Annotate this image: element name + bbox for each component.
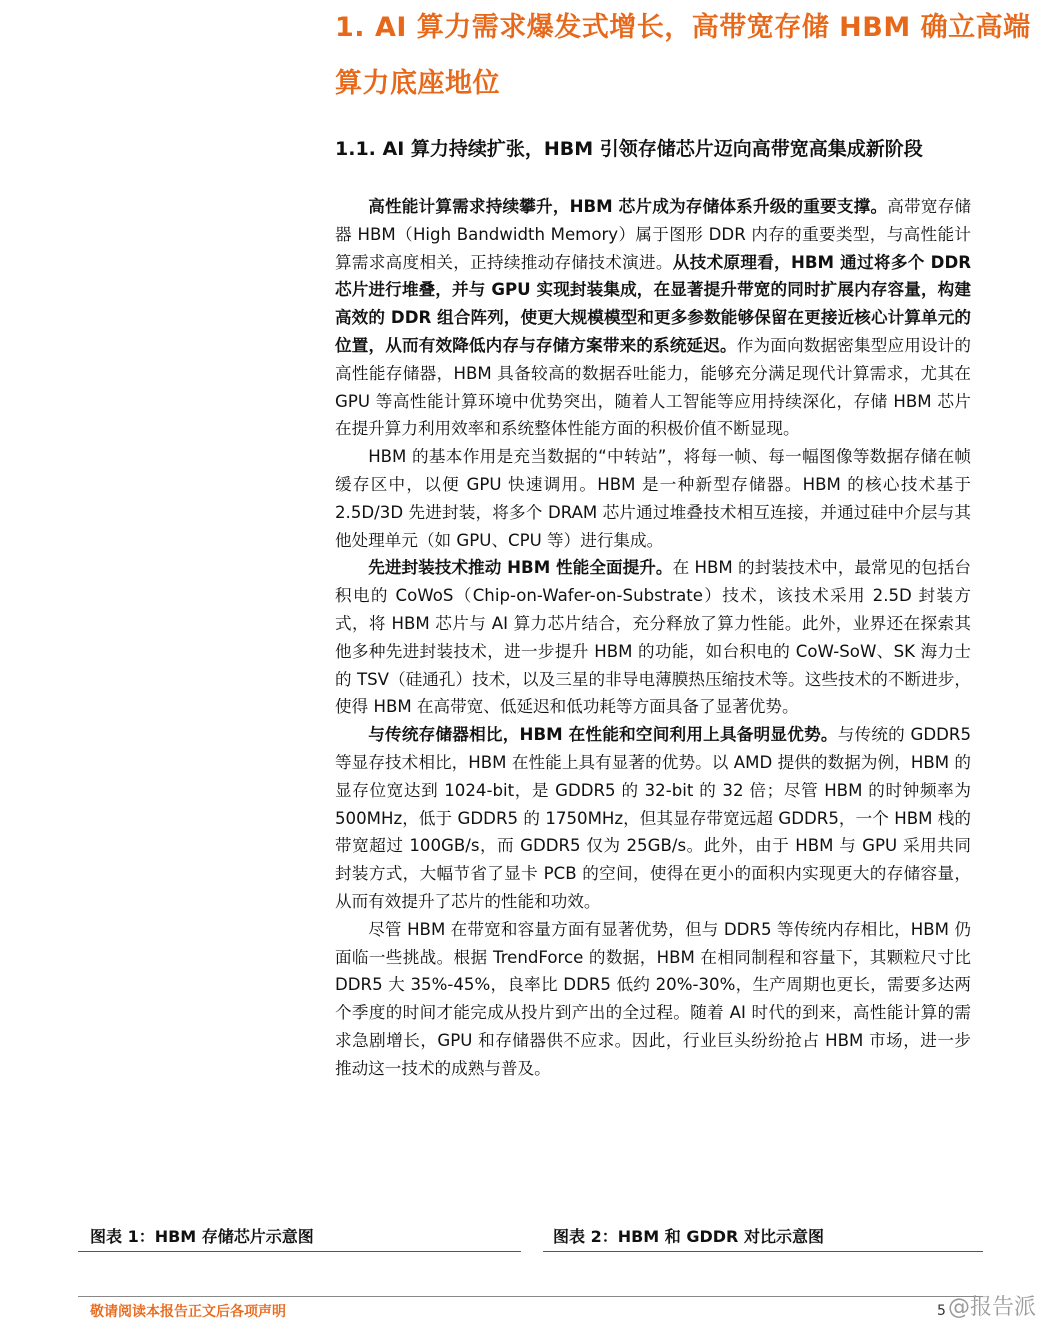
section-heading-line-2: 算力底座地位 — [335, 68, 500, 99]
paragraph-1-text-b: 作为面向数据密集型应用设计的高性能存储器，HBM 具备较高的数据吞吐能力，能够充分满足现代计算需求，尤其在 GPU 等高性能计算环境中优势突出，随着人工智能等应用持续深化，存储 HBM 芯片在提升算力利用效率和系统整体性能方面的积极价值不断显现。 — [335, 335, 972, 439]
paragraph-1-emphasis: 从技术原理看，HBM 通过将多个 DDR 芯片进行堆叠，并与 GPU 实现封装集成，在显著提升带宽的同时扩展内存容量，构建高效的 DDR 组合阵列，使更大规模模型和更多参数能够保留在更接近核心计算单元的位置，从而有效降低内存与存储方案带来的系统延迟。 — [335, 252, 971, 355]
figure-1-caption: 图表 1：HBM 存储芯片示意图 — [90, 1227, 314, 1246]
paragraph-3 — [335, 554, 971, 721]
figure-1-divider — [78, 1251, 521, 1252]
paragraph-2 — [335, 443, 971, 554]
footer-disclaimer: 敬请阅读本报告正文后各项声明 — [90, 1304, 286, 1320]
figure-2-caption: 图表 2：HBM 和 GDDR 对比示意图 — [553, 1227, 824, 1246]
paragraph-3-lead: 先进封装技术推动 HBM 性能全面提升。 — [368, 558, 673, 578]
paragraph-1-lead: 高性能计算需求持续攀升，HBM 芯片成为存储体系升级的重要支撑。 — [368, 197, 888, 216]
body-text — [335, 193, 971, 1083]
paragraph-5-text: 尽管 HBM 在带宽和容量方面有显著优势，但与 DDR5 等传统内存相比，HBM 仍面临一些挑战。根据 TrendForce 的数据，HBM 在相同制程和容量下，其颗粒尺寸比 DDR5 大 35%-45%，良率比 DDR5 低约 20%-30%，生产周期也更长，需要多达两个季度的时间才能完成从投片到产出的全过程。随着 AI 时代的到来，高性能计算的需求急剧增长，GPU 和存储器供不应求。因此，行业巨头纷纷抢占 HBM 市场，进一步推动这一技术的成熟与普及。 — [335, 919, 971, 1078]
paragraph-1 — [335, 193, 971, 443]
paragraph-4-text: 与传统的 GDDR5 等显存技术相比，HBM 在性能上具有显著的优势。以 AMD 提供的数据为例，HBM 的显存位宽达到 1024-bit，是 GDDR5 的 32-bit 的 32 倍；尽管 HBM 的时钟频率为 500MHz，低于 GDDR5 的 1750MHz，但其显存带宽远超 GDDR5，一个 HBM 栈的带宽超过 100GB/s，而 GDDR5 仅为 25GB/s。此外，由于 HBM 与 GPU 采用共同封装方式，大幅节省了显卡 PCB 的空间，使得在更小的面积内实现更大的存储容量，从而有效提升了芯片的性能和功效。 — [335, 725, 971, 911]
paragraph-3-text: 在 HBM 的封装技术中，最常见的包括台积电的 CoWoS（Chip-on-Wafer-on-Substrate）技术，该技术采用 2.5D 封装方式，将 HBM 芯片与 AI 算力芯片结合，充分释放了算力性能。此外，业界还在探索其他多种先进封装技术，进一步提升 HBM 的功能，如台积电的 CoW-SoW、SK 海力士的 TSV（硅通孔）技术，以及三星的非导电薄膜热压缩技术等。这些技术的不断进步，使得 HBM 在高带宽、低延迟和低功耗等方面具备了显著优势。 — [335, 558, 971, 717]
section-heading — [335, 0, 1031, 112]
paragraph-4-lead: 与传统存储器相比，HBM 在性能和空间利用上具备明显优势。 — [368, 725, 838, 745]
watermark-logo: @报告派 — [948, 1295, 1037, 1320]
figure-2-divider — [543, 1251, 983, 1252]
paragraph-5 — [335, 916, 971, 1083]
subsection-heading: 1.1. AI 算力持续扩张，HBM 引领存储芯片迈向高带宽高集成新阶段 — [335, 138, 923, 160]
paragraph-4 — [335, 721, 971, 916]
page-number: 5 — [937, 1303, 946, 1319]
paragraph-1-text-a: 高带宽存储器 HBM（High Bandwidth Memory）属于图形 DDR 内存的重要类型，与高性能计算需求高度相关，正持续推动存储技术演进。 — [335, 197, 972, 272]
paragraph-2-text: HBM 的基本作用是充当数据的“中转站”，将每一帧、每一幅图像等数据存储在帧缓存区中，以便 GPU 快速调用。HBM 是一种新型存储器。HBM 的核心技术基于 2.5D/3D 先进封装，将多个 DRAM 芯片通过堆叠技术相互连接，并通过硅中介层与其他处理单元（如 GPU、CPU 等）进行集成。 — [335, 447, 971, 550]
footer-divider — [78, 1296, 983, 1297]
section-heading-line-1: 1. AI 算力需求爆发式增长，高带宽存储 HBM 确立高端 — [335, 12, 1031, 43]
